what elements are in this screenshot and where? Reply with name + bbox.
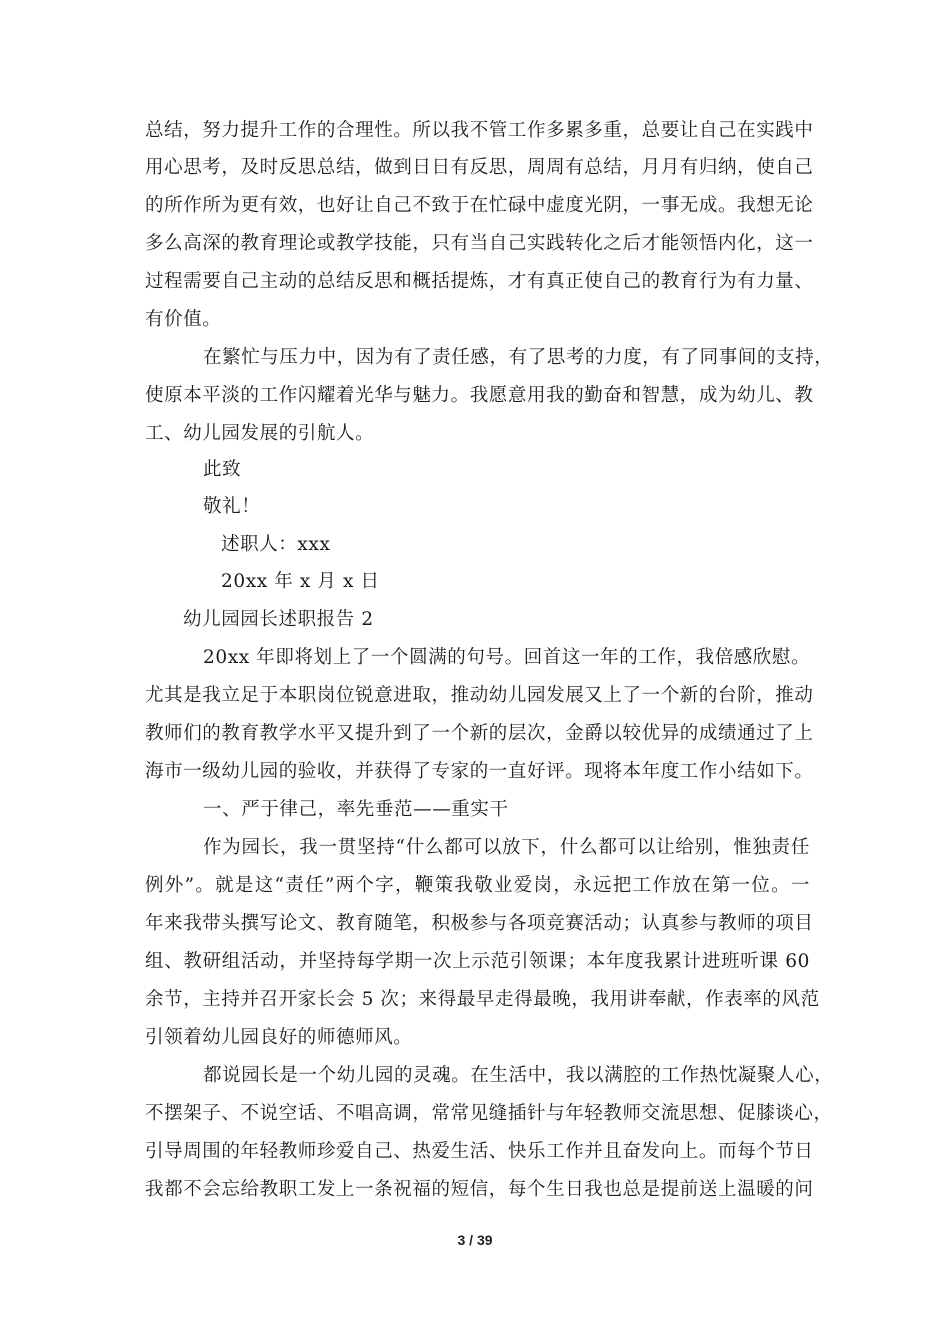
signature-name: 述职人：xxx (221, 534, 331, 555)
paragraph-first-line: 作为园长，我一贯坚持“什么都可以放下，什么都可以让给别，惟独责任 (203, 837, 810, 858)
text-line: 教师们的教育教学水平又提升到了一个新的层次，金爵以较优异的成绩通过了上 (145, 723, 814, 744)
text-line: 过程需要自己主动的总结反思和概括提炼，才有真正使自己的教育行为有力量、 (145, 271, 814, 292)
page-number: 3 / 39 (457, 1232, 493, 1248)
text-line: 不摆架子、不说空话、不唱高调，常常见缝插针与年轻教师交流思想、促膝谈心， (145, 1103, 833, 1124)
text-line: 引导周围的年轻教师珍爱自己、热爱生活、快乐工作并且奋发向上。而每个节日 (145, 1141, 814, 1162)
text-line: 用心思考，及时反思总结，做到日日有反思，周周有总结，月月有归纳，使自己 (145, 157, 814, 178)
text-line: 引领着幼儿园良好的师德师风。 (145, 1027, 413, 1048)
section-title: 幼儿园园长述职报告 2 (183, 609, 374, 630)
text-line: 工、幼儿园发展的引航人。 (145, 423, 375, 444)
paragraph-first-line: 20xx 年即将划上了一个圆满的句号。回首这一年的工作，我倍感欣慰。 (203, 647, 811, 668)
text-line: 例外”。就是这“责任”两个字，鞭策我敬业爱岗，永远把工作放在第一位。一 (145, 875, 810, 896)
paragraph-first-line: 在繁忙与压力中，因为有了责任感，有了思考的力度，有了同事间的支持， (203, 347, 834, 368)
text-line: 有价值。 (145, 309, 222, 330)
closing-salutation: 此致 (203, 459, 242, 480)
text-line: 年来我带头撰写论文、教育随笔，积极参与各项竞赛活动；认真参与教师的项目 (145, 913, 814, 934)
signature-date: 20xx 年 x 月 x 日 (221, 571, 380, 592)
text-line: 的所作所为更有效，也好让自己不致于在忙碌中虚度光阴，一事无成。我想无论 (145, 195, 814, 216)
text-line: 组、教研组活动，并坚持每学期一次上示范引领课；本年度我累计进班听课 60 (145, 951, 810, 972)
paragraph-first-line: 都说园长是一个幼儿园的灵魂。在生活中，我以满腔的工作热忱凝聚人心， (203, 1065, 834, 1086)
closing-regards: 敬礼！ (203, 496, 261, 517)
text-line: 使原本平淡的工作闪耀着光华与魅力。我愿意用我的勤奋和智慧，成为幼儿、教 (145, 385, 814, 406)
text-line: 我都不会忘给教职工发上一条祝福的短信，每个生日我也总是提前送上温暖的问 (145, 1179, 814, 1200)
text-line: 余节，主持并召开家长会 5 次；来得最早走得最晚，我用讲奉献，作表率的风范 (145, 989, 820, 1010)
text-line: 多么高深的教育理论或教学技能，只有当自己实践转化之后才能领悟内化，这一 (145, 233, 814, 254)
text-line: 总结，努力提升工作的合理性。所以我不管工作多累多重，总要让自己在实践中 (145, 120, 814, 141)
text-line: 尤其是我立足于本职岗位锐意进取，推动幼儿园发展又上了一个新的台阶，推动 (145, 685, 814, 706)
text-line: 海市一级幼儿园的验收，并获得了专家的一直好评。现将本年度工作小结如下。 (145, 761, 814, 782)
subsection-heading: 一、严于律己，率先垂范——重实干 (203, 799, 509, 820)
